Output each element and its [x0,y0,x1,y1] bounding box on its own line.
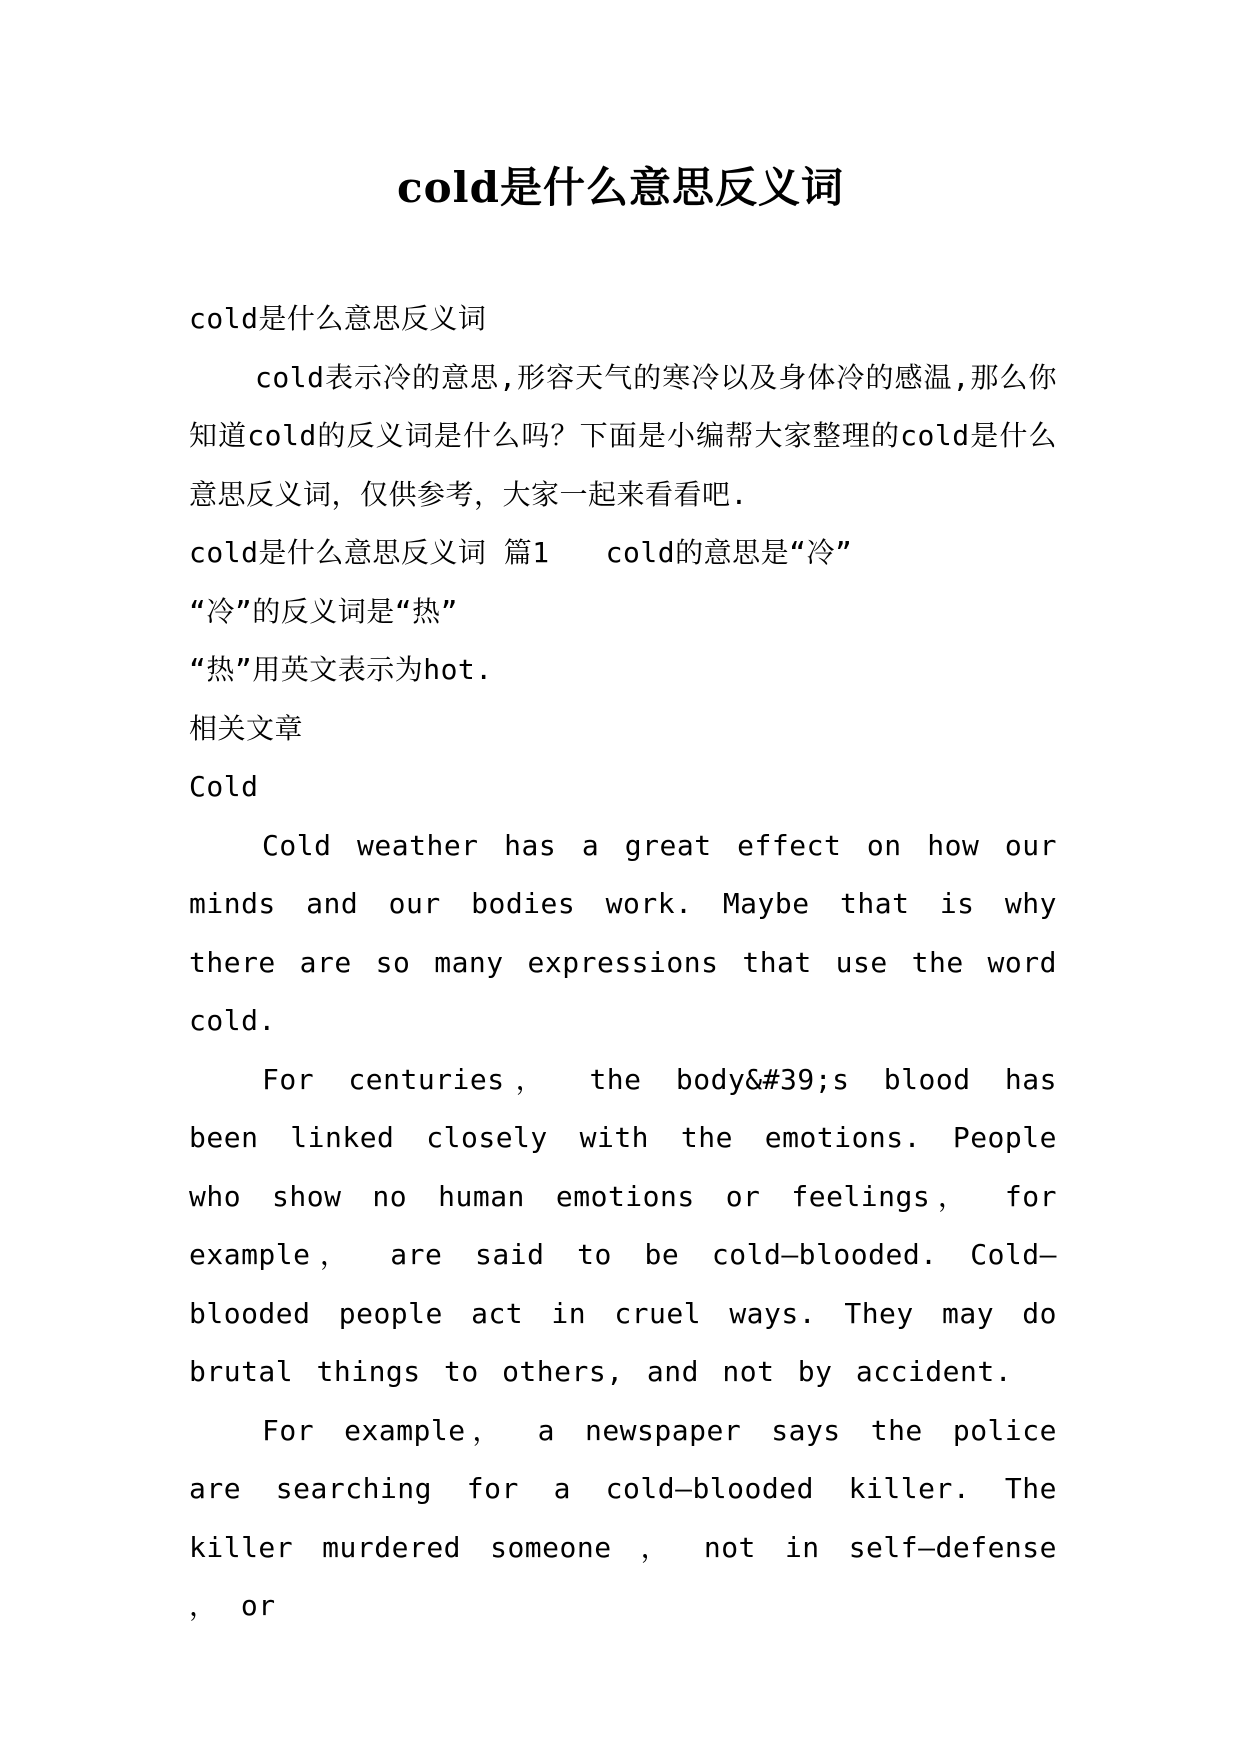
section-line [189,524,1057,583]
document-body [189,290,1057,1636]
document-title: cold是什么意思反义词 [397,163,844,212]
article-paragraph-2: For centuries， the body&#39;s blood has been linked closely with the emotions. People who show no human emotions or feelings， for example， are said to be cold—blooded. Cold—blooded people act in cruel ways. They may do brutal things to others, and not by accident. [189,1062,1057,1388]
intro-paragraph: cold表示冷的意思,形容天气的寒冷以及身体冷的感温,那么你知道cold的反义词是什么吗？下面是小编帮大家整理的cold是什么意思反义词，仅供参考，大家一起来看看吧. [189,360,1057,511]
antonym-line: “冷”的反义词是“热” [189,594,458,628]
subtitle-line: cold是什么意思反义词 [189,302,487,335]
article-paragraph-1: Cold weather has a great effect on how our minds and our bodies work. Maybe that is why there are so many expressions that use the word cold. [189,828,1057,1037]
section-line-1: cold的意思是“冷” [605,536,853,569]
article-title: Cold [189,770,259,803]
related-heading: 相关文章 [189,711,304,745]
article-paragraph-3: For example， a newspaper says the police are searching for a cold—blooded killer. The killer murdered someone ， not in self—defense ， or [189,1413,1057,1622]
section-heading: cold是什么意思反义词 篇1 [189,536,550,569]
english-line: “热”用英文表示为hot. [189,653,493,686]
